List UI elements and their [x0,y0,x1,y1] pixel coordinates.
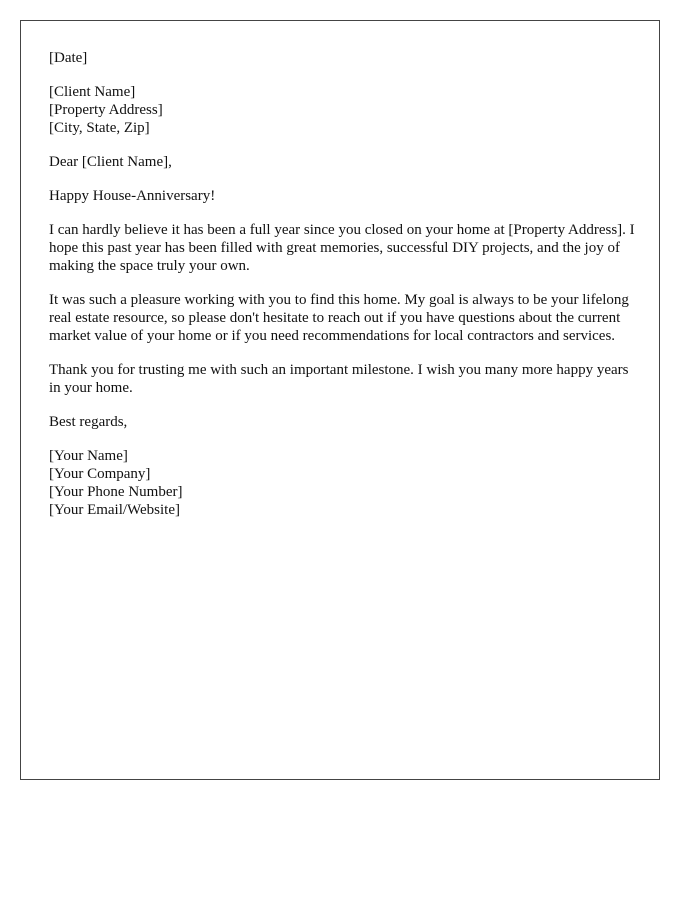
body-paragraph-3: Thank you for trusting me with such an important milestone. I wish you many more happy years in your home. [49,362,629,396]
body-paragraph-2: It was such a pleasure working with you to find this home. My goal is always to be your lifelong real estate resource, so please don't hesitate to reach out if you have questions about the current market value of your home or if you need recommendations for local contractors and services. [49,292,629,344]
body-paragraph-1: I can hardly believe it has been a full year since you closed on your home at [Property Address]. I hope this past year has been filled with great memories, successful DIY projects, and the joy of making the space truly your own. [49,222,635,274]
greeting: Happy House-Anniversary! [49,188,216,204]
letter-page [20,20,660,780]
recipient-address: [Property Address] [49,102,163,118]
signature-name: [Your Name] [49,448,128,464]
recipient-city-state-zip: [City, State, Zip] [49,120,150,136]
letter-body [49,49,639,535]
signature-email-website: [Your Email/Website] [49,502,181,518]
signature-phone: [Your Phone Number] [49,484,183,500]
recipient-block [49,83,639,137]
signature-block [49,447,639,519]
letter-date: [Date] [49,50,88,66]
signature-company: [Your Company] [49,466,151,482]
salutation: Dear [Client Name], [49,154,172,170]
closing: Best regards, [49,414,128,430]
recipient-name: [Client Name] [49,84,136,100]
